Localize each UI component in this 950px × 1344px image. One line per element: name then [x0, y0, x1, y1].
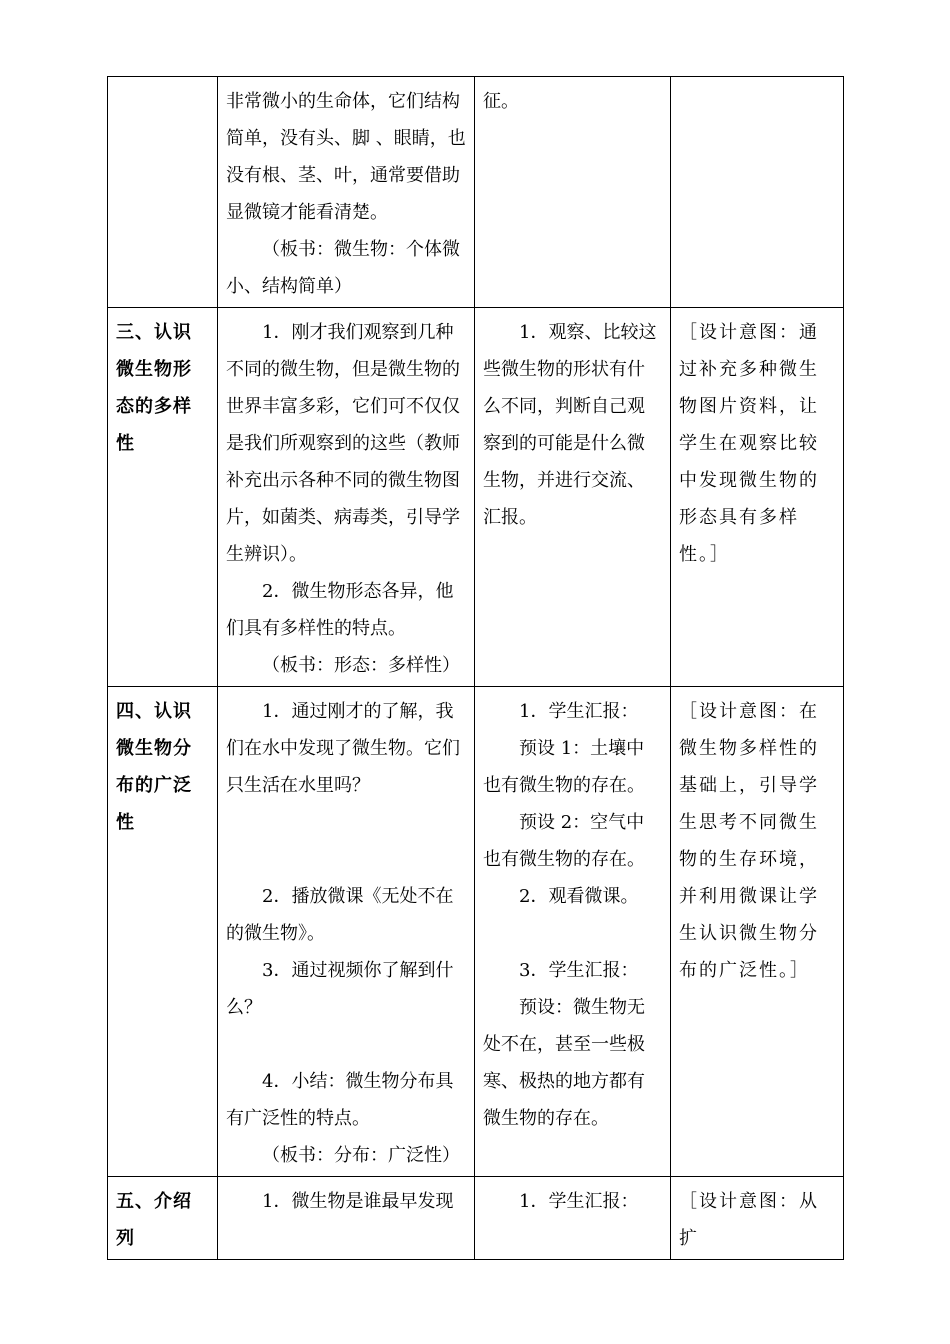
student-paragraph: 预设 1：土壤中也有微生物的存在。	[483, 738, 645, 796]
board-note: （板书：微生物：个体微小、结构简单）	[226, 239, 460, 297]
design-intent-cell	[671, 687, 844, 1177]
design-intent-text: ［设计意图：从扩	[679, 1191, 819, 1249]
student-activity-cell	[475, 687, 671, 1177]
teacher-paragraph: 2．微生物形态各异，他们具有多样性的特点。	[226, 581, 454, 639]
student-paragraph: 3．学生汇报：	[519, 960, 639, 981]
table-row	[108, 1177, 844, 1260]
student-activity-cell	[475, 77, 671, 308]
teacher-paragraph: 非常微小的生命体，它们结构简单，没有头、脚 、眼睛，也没有根、茎、叶，通常要借助显微镜才能看清楚。	[226, 91, 466, 223]
design-intent-cell	[671, 308, 844, 687]
stage-cell	[108, 1177, 218, 1260]
student-paragraph: 1．观察、比较这些微生物的形状有什么不同，判断自己观察到的可能是什么微生物，并进行交流、汇报。	[483, 322, 657, 528]
student-paragraph: 2．观看微课。	[519, 886, 639, 907]
board-note: （板书：形态：多样性）	[262, 655, 460, 676]
stage-label: 三、认识微生物形态的多样性	[116, 322, 192, 454]
teacher-paragraph: 4．小结：微生物分布具有广泛性的特点。	[226, 1071, 454, 1129]
design-intent-text: ［设计意图：通过补充多种微生物图片资料，让学生在观察比较中发现微生物的形态具有多样性。］	[679, 322, 819, 565]
stage-label: 五、介绍列	[116, 1191, 192, 1249]
spacer	[226, 841, 466, 878]
teacher-activity-cell	[218, 687, 475, 1177]
design-intent-cell	[671, 77, 844, 308]
student-activity-cell	[475, 1177, 671, 1260]
student-paragraph: 预设 2：空气中也有微生物的存在。	[483, 812, 645, 870]
board-note: （板书：分布：广泛性）	[262, 1145, 460, 1166]
student-paragraph: 1．学生汇报：	[519, 701, 639, 722]
student-paragraph: 1．学生汇报：	[519, 1191, 639, 1212]
teacher-paragraph: 1．通过刚才的了解，我们在水中发现了微生物。它们只生活在水里吗？	[226, 701, 460, 796]
table-row	[108, 77, 844, 308]
teacher-activity-cell	[218, 1177, 475, 1260]
spacer	[483, 915, 662, 952]
design-intent-text: ［设计意图：在微生物多样性的基础上，引导学生思考不同微生物的生存环境，并利用微课让学生认识微生物分布的广泛性。］	[679, 701, 819, 981]
stage-cell	[108, 687, 218, 1177]
stage-cell	[108, 308, 218, 687]
table-row	[108, 687, 844, 1177]
stage-cell	[108, 77, 218, 308]
student-paragraph: 征。	[483, 91, 519, 112]
table-row	[108, 308, 844, 687]
stage-label: 四、认识微生物分布的广泛性	[116, 701, 192, 833]
spacer	[226, 804, 466, 841]
teacher-paragraph: 1．刚才我们观察到几种不同的微生物，但是微生物的世界丰富多彩，它们可不仅仅是我们所观察到的这些（教师补充出示各种不同的微生物图片，如菌类、病毒类，引导学生辨识）。	[226, 322, 460, 565]
teacher-paragraph: 3．通过视频你了解到什么？	[226, 960, 454, 1018]
teacher-activity-cell	[218, 77, 475, 308]
lesson-plan-table	[107, 76, 844, 1260]
teacher-activity-cell	[218, 308, 475, 687]
student-paragraph: 预设：微生物无处不在，甚至一些极寒、极热的地方都有微生物的存在。	[483, 997, 645, 1129]
teacher-paragraph: 2．播放微课《无处不在的微生物》。	[226, 886, 454, 944]
teacher-paragraph: 1．微生物是谁最早发现	[262, 1191, 454, 1212]
student-activity-cell	[475, 308, 671, 687]
spacer	[226, 1026, 466, 1063]
design-intent-cell	[671, 1177, 844, 1260]
